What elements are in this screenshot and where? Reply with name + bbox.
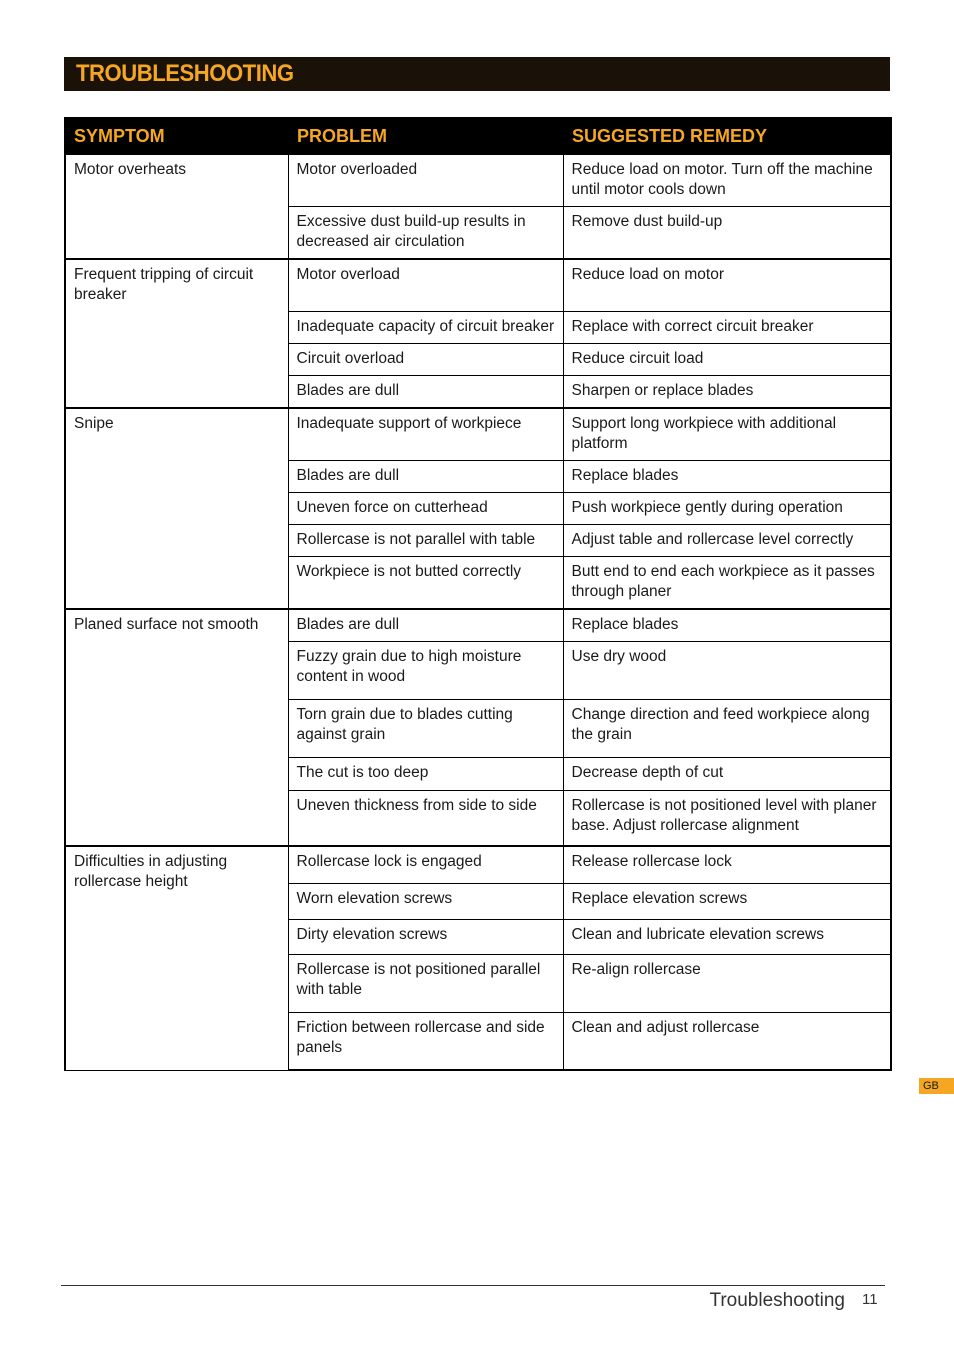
remedy-cell: Reduce load on motor. Turn off the machine until motor cools down (563, 154, 891, 207)
problem-cell: Rollercase is not parallel with table (288, 524, 563, 556)
header-symptom: SYMPTOM (65, 118, 288, 154)
header-problem: PROBLEM (288, 118, 563, 154)
table-row (65, 259, 891, 311)
symptom-cell: Snipe (65, 408, 288, 609)
symptom-cell: Difficulties in adjusting rollercase height (65, 846, 288, 1070)
remedy-cell: Replace with correct circuit breaker (563, 311, 891, 343)
problem-cell: Excessive dust build-up results in decreased air circulation (288, 207, 563, 260)
footer-section-label: Troubleshooting (709, 1290, 845, 1311)
page-title: TROUBLESHOOTING (76, 60, 294, 87)
problem-cell: The cut is too deep (288, 757, 563, 790)
remedy-cell: Replace blades (563, 609, 891, 642)
remedy-cell: Release rollercase lock (563, 846, 891, 883)
section-title-bar (64, 57, 890, 91)
table-row (65, 408, 891, 461)
problem-cell: Inadequate support of workpiece (288, 408, 563, 461)
language-tab: GB (919, 1078, 954, 1094)
header-remedy: SUGGESTED REMEDY (563, 118, 891, 154)
problem-cell: Blades are dull (288, 375, 563, 408)
problem-cell: Friction between rollercase and side panels (288, 1012, 563, 1070)
problem-cell: Blades are dull (288, 609, 563, 642)
problem-cell: Uneven thickness from side to side (288, 790, 563, 846)
troubleshooting-table (64, 117, 892, 1071)
problem-cell: Motor overloaded (288, 154, 563, 207)
remedy-cell: Reduce circuit load (563, 343, 891, 375)
remedy-cell: Rollercase is not positioned level with planer base. Adjust rollercase alignment (563, 790, 891, 846)
remedy-cell: Clean and lubricate elevation screws (563, 919, 891, 954)
problem-cell: Worn elevation screws (288, 883, 563, 919)
table-header-row (65, 118, 891, 154)
remedy-cell: Replace elevation screws (563, 883, 891, 919)
remedy-cell: Clean and adjust rollercase (563, 1012, 891, 1070)
table-row (65, 846, 891, 883)
remedy-cell: Butt end to end each workpiece as it passes through planer (563, 556, 891, 609)
problem-cell: Dirty elevation screws (288, 919, 563, 954)
problem-cell: Workpiece is not butted correctly (288, 556, 563, 609)
remedy-cell: Reduce load on motor (563, 259, 891, 311)
problem-cell: Torn grain due to blades cutting against grain (288, 699, 563, 757)
table-row (65, 154, 891, 207)
page-number: 11 (862, 1291, 878, 1308)
problem-cell: Circuit overload (288, 343, 563, 375)
problem-cell: Blades are dull (288, 460, 563, 492)
problem-cell: Motor overload (288, 259, 563, 311)
remedy-cell: Support long workpiece with additional platform (563, 408, 891, 461)
remedy-cell: Remove dust build-up (563, 207, 891, 260)
symptom-cell: Motor overheats (65, 154, 288, 259)
remedy-cell: Use dry wood (563, 641, 891, 699)
remedy-cell: Replace blades (563, 460, 891, 492)
remedy-cell: Push workpiece gently during operation (563, 492, 891, 524)
problem-cell: Inadequate capacity of circuit breaker (288, 311, 563, 343)
problem-cell: Rollercase lock is engaged (288, 846, 563, 883)
remedy-cell: Change direction and feed workpiece along the grain (563, 699, 891, 757)
problem-cell: Rollercase is not positioned parallel with table (288, 954, 563, 1012)
symptom-cell: Planed surface not smooth (65, 609, 288, 847)
table-row (65, 609, 891, 642)
problem-cell: Uneven force on cutterhead (288, 492, 563, 524)
remedy-cell: Decrease depth of cut (563, 757, 891, 790)
symptom-cell: Frequent tripping of circuit breaker (65, 259, 288, 408)
footer-divider (61, 1285, 885, 1286)
problem-cell: Fuzzy grain due to high moisture content in wood (288, 641, 563, 699)
remedy-cell: Re-align rollercase (563, 954, 891, 1012)
remedy-cell: Adjust table and rollercase level correctly (563, 524, 891, 556)
remedy-cell: Sharpen or replace blades (563, 375, 891, 408)
